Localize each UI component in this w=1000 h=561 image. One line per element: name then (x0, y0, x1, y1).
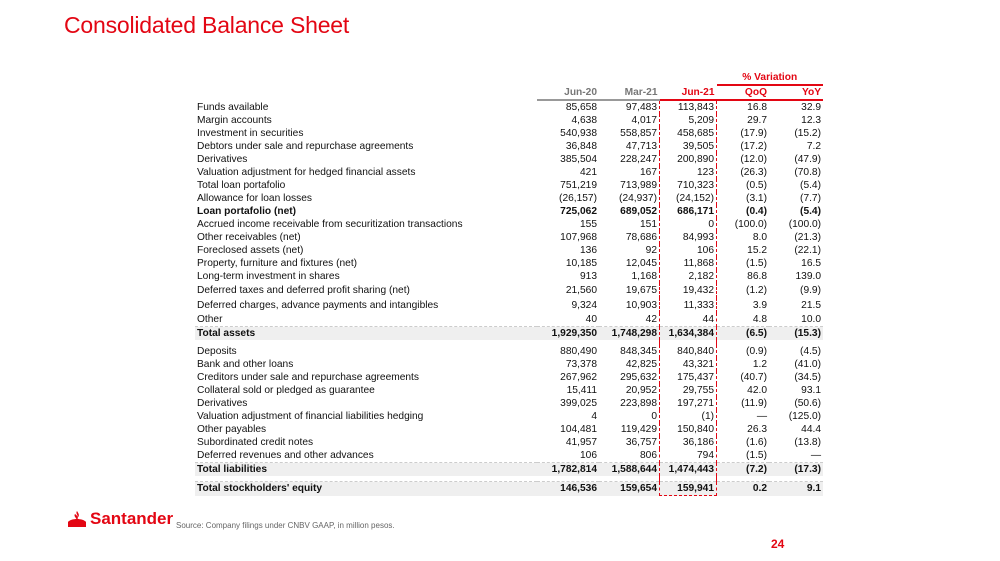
page-title: Consolidated Balance Sheet (64, 12, 350, 38)
cell-mar21: 42,825 (625, 359, 657, 370)
cell-jun20: 41,957 (565, 437, 597, 448)
cell-yoy: 93.1 (801, 385, 821, 396)
cell-yoy: (100.0) (788, 219, 821, 230)
cell-yoy: (50.6) (794, 398, 821, 409)
cell-jun21: 84,993 (660, 231, 717, 244)
cell-qoq: (7.2) (717, 463, 770, 477)
table-row (195, 127, 823, 140)
row-label: Other payables (197, 424, 267, 435)
cell-yoy: (7.7) (800, 193, 821, 204)
cell-jun20: 9,324 (571, 300, 597, 311)
cell-mar21: 0 (651, 411, 657, 422)
cell-mar21: 159,654 (599, 482, 660, 496)
row-label: Subordinated credit notes (197, 437, 314, 448)
cell-mar21: 806 (640, 450, 657, 461)
table-row (195, 140, 823, 153)
cell-qoq: (1.5) (746, 450, 767, 461)
cell-qoq: (100.0) (734, 219, 767, 230)
cell-jun21: 794 (660, 449, 717, 463)
cell-jun20: 136 (580, 245, 597, 256)
row-label: Creditors under sale and repurchase agreements (197, 372, 419, 383)
cell-jun21: 840,840 (660, 345, 717, 358)
cell-jun20: 73,378 (565, 359, 597, 370)
cell-yoy: (15.3) (769, 327, 823, 341)
row-label: Derivatives (197, 398, 248, 409)
cell-mar21: 848,345 (620, 346, 657, 357)
row-label: Other (197, 314, 223, 325)
cell-yoy: — (810, 450, 821, 461)
col-header-jun20: Jun-20 (537, 85, 599, 100)
cell-qoq: (0.4) (746, 206, 767, 217)
row-label: Total liabilities (195, 463, 537, 477)
cell-jun20: 421 (580, 167, 597, 178)
cell-yoy: (5.4) (800, 206, 821, 217)
cell-mar21: 42 (645, 314, 657, 325)
cell-jun20: 146,536 (537, 482, 599, 496)
table-row (195, 449, 823, 463)
cell-jun21: 710,323 (660, 179, 717, 192)
cell-jun21: 113,843 (660, 100, 717, 114)
cell-qoq: (26.3) (740, 167, 767, 178)
table-row (195, 218, 823, 231)
cell-jun20: 913 (580, 271, 597, 282)
cell-qoq: (6.5) (717, 327, 770, 341)
table-row (195, 298, 823, 313)
liabilities-section (195, 345, 823, 496)
cell-jun20: 15,411 (566, 385, 597, 396)
cell-yoy: 16.5 (801, 258, 821, 269)
cell-mar21: 1,748,298 (599, 327, 660, 341)
row-label: Collateral sold or pledged as guarantee (197, 385, 375, 396)
cell-yoy: 139.0 (795, 271, 821, 282)
cell-jun20: (26,157) (559, 193, 597, 204)
cell-mar21: 92 (645, 245, 657, 256)
cell-jun21: 43,321 (660, 358, 717, 371)
table-row (195, 231, 823, 244)
cell-qoq: (0.9) (746, 346, 767, 357)
row-label: Investment in securities (197, 128, 304, 139)
cell-yoy: (13.8) (794, 437, 821, 448)
cell-yoy: 44.4 (801, 424, 821, 435)
cell-jun20: 1,782,814 (537, 463, 599, 477)
cell-jun21: 150,840 (660, 423, 717, 436)
row-label: Allowance for loan losses (197, 193, 312, 204)
row-label: Deferred revenues and other advances (197, 450, 374, 461)
table-row (195, 100, 823, 114)
cell-yoy: (34.5) (794, 372, 821, 383)
cell-qoq: (40.7) (740, 372, 767, 383)
cell-mar21: 228,247 (620, 154, 657, 165)
cell-mar21: 167 (640, 167, 657, 178)
cell-mar21: 295,632 (620, 372, 657, 383)
table-row (195, 410, 823, 423)
cell-jun21: 200,890 (660, 153, 717, 166)
row-label: Total stockholders' equity (195, 482, 537, 496)
table-row (195, 179, 823, 192)
cell-jun20: 4,638 (571, 115, 597, 126)
cell-jun21: 36,186 (660, 436, 717, 449)
cell-qoq: — (756, 411, 767, 422)
cell-mar21: 78,686 (625, 232, 657, 243)
cell-mar21: 19,675 (625, 285, 657, 296)
cell-qoq: 29.7 (747, 115, 767, 126)
row-label: Long-term investment in shares (197, 271, 340, 282)
cell-jun21: 197,271 (660, 397, 717, 410)
cell-jun21: 39,505 (660, 140, 717, 153)
cell-jun20: 107,968 (560, 232, 597, 243)
cell-jun20: 104,481 (560, 424, 597, 435)
cell-mar21: 1,168 (631, 271, 657, 282)
cell-yoy: (15.2) (794, 128, 821, 139)
cell-yoy: (17.3) (769, 463, 823, 477)
cell-qoq: 86.8 (747, 271, 767, 282)
cell-qoq: 4.8 (752, 314, 767, 325)
row-label: Deferred charges, advance payments and intangibles (197, 300, 439, 311)
row-label: Bank and other loans (197, 359, 294, 370)
cell-jun21: 458,685 (660, 127, 717, 140)
cell-jun20: 540,938 (560, 128, 597, 139)
cell-mar21: 689,052 (620, 206, 657, 217)
cell-jun20: 725,062 (560, 206, 597, 217)
source-note: Source: Company filings under CNBV GAAP, in million pesos. (176, 521, 395, 530)
cell-mar21: 558,857 (620, 128, 657, 139)
row-label: Valuation adjustment of financial liabilities hedging (197, 411, 424, 422)
cell-jun20: 751,219 (560, 180, 597, 191)
table-row (195, 114, 823, 127)
cell-qoq: 16.8 (747, 102, 767, 113)
cell-qoq: (12.0) (740, 154, 767, 165)
row-label: Debtors under sale and repurchase agreements (197, 141, 414, 152)
cell-jun21: 1,634,384 (660, 327, 717, 341)
col-header-mar21: Mar-21 (599, 85, 660, 100)
santander-logo (68, 509, 173, 529)
cell-qoq: 1.2 (752, 359, 767, 370)
row-label: Total assets (195, 327, 537, 341)
table-row (195, 436, 823, 449)
table-row (195, 327, 823, 341)
cell-qoq: (1.2) (746, 285, 767, 296)
cell-jun20: 155 (580, 219, 597, 230)
cell-jun20: 399,025 (560, 398, 597, 409)
table-row (195, 463, 823, 477)
table-row (195, 371, 823, 384)
cell-mar21: 12,045 (625, 258, 657, 269)
cell-qoq: 15.2 (747, 245, 767, 256)
cell-qoq: 8.0 (752, 232, 767, 243)
cell-qoq: 26.3 (747, 424, 767, 435)
table-row (195, 345, 823, 358)
row-label: Deposits (197, 346, 237, 357)
cell-jun21: 106 (660, 244, 717, 257)
cell-yoy: (21.3) (794, 232, 821, 243)
cell-mar21: (24,937) (619, 193, 657, 204)
cell-qoq: 0.2 (717, 482, 770, 496)
row-label: Margin accounts (197, 115, 272, 126)
cell-yoy: (125.0) (788, 411, 821, 422)
cell-mar21: 713,989 (620, 180, 657, 191)
cell-jun21: (24,152) (660, 192, 717, 205)
cell-yoy: 21.5 (801, 300, 821, 311)
cell-mar21: 97,483 (625, 102, 657, 113)
cell-yoy: 7.2 (806, 141, 821, 152)
cell-jun20: 385,504 (560, 154, 597, 165)
cell-yoy: (4.5) (800, 346, 821, 357)
table-row (195, 358, 823, 371)
table-row (195, 283, 823, 298)
cell-yoy: (5.4) (800, 180, 821, 191)
cell-jun20: 1,929,350 (537, 327, 599, 341)
cell-jun20: 4 (591, 411, 597, 422)
row-label: Derivatives (197, 154, 248, 165)
table-row (195, 205, 823, 218)
cell-jun20: 21,560 (565, 285, 597, 296)
col-header-yoy: YoY (769, 85, 823, 100)
cell-jun21: 686,171 (660, 205, 717, 218)
cell-mar21: 36,757 (625, 437, 657, 448)
table-row (195, 257, 823, 270)
cell-qoq: (1.6) (746, 437, 767, 448)
cell-qoq: (0.5) (746, 180, 767, 191)
cell-mar21: 151 (640, 219, 657, 230)
table-row (195, 244, 823, 257)
cell-jun20: 85,658 (565, 102, 597, 113)
variation-header: % Variation (717, 71, 824, 85)
table-row (195, 166, 823, 179)
cell-mar21: 1,588,644 (599, 463, 660, 477)
cell-jun21: 175,437 (660, 371, 717, 384)
table-row (195, 192, 823, 205)
col-header-qoq: QoQ (717, 85, 770, 100)
cell-jun20: 106 (580, 450, 597, 461)
row-label: Foreclosed assets (net) (197, 245, 304, 256)
cell-jun21: 1,474,443 (660, 463, 717, 477)
cell-mar21: 4,017 (631, 115, 657, 126)
table-row (195, 153, 823, 166)
cell-jun20: 267,962 (560, 372, 597, 383)
table-row (195, 384, 823, 397)
row-label: Funds available (197, 101, 269, 113)
cell-mar21: 10,903 (625, 300, 657, 311)
cell-qoq: (17.2) (740, 141, 767, 152)
cell-jun21: 0 (660, 218, 717, 231)
cell-mar21: 47,713 (625, 141, 657, 152)
cell-qoq: (17.9) (740, 128, 767, 139)
cell-jun21: 2,182 (660, 270, 717, 283)
cell-mar21: 119,429 (620, 424, 657, 435)
cell-jun21: 5,209 (660, 114, 717, 127)
row-label: Property, furniture and fixtures (net) (197, 258, 358, 269)
cell-yoy: 9.1 (769, 482, 823, 496)
cell-qoq: 42.0 (747, 385, 767, 396)
cell-yoy: (41.0) (794, 359, 821, 370)
cell-qoq: (3.1) (746, 193, 767, 204)
cell-jun20: 40 (585, 314, 597, 325)
cell-jun20: 10,185 (565, 258, 597, 269)
cell-mar21: 20,952 (625, 385, 657, 396)
page-number: 24 (771, 537, 785, 551)
row-label: Valuation adjustment for hedged financial assets (197, 167, 416, 178)
cell-jun21: (1) (660, 410, 717, 423)
cell-qoq: 3.9 (752, 300, 767, 311)
cell-yoy: 10.0 (801, 314, 821, 325)
table-row (195, 270, 823, 283)
cell-jun21: 123 (660, 166, 717, 179)
cell-jun21: 44 (660, 313, 717, 327)
cell-yoy: (22.1) (794, 245, 821, 256)
table-row (195, 482, 823, 496)
table-row (195, 423, 823, 436)
cell-yoy: 32.9 (801, 102, 821, 113)
cell-jun20: 880,490 (560, 346, 597, 357)
cell-jun21: 11,333 (660, 298, 717, 313)
cell-jun20: 36,848 (565, 141, 597, 152)
cell-yoy: (9.9) (800, 285, 821, 296)
cell-yoy: (47.9) (794, 154, 821, 165)
row-label: Deferred taxes and deferred profit sharing (net) (197, 285, 410, 296)
cell-qoq: (11.9) (741, 398, 767, 409)
cell-qoq: (1.5) (746, 258, 767, 269)
row-label: Total loan portafolio (197, 180, 286, 191)
col-header-jun21: Jun-21 (660, 85, 717, 100)
cell-jun21: 19,432 (660, 283, 717, 298)
balance-sheet-table (195, 71, 823, 496)
cell-jun21: 29,755 (660, 384, 717, 397)
row-label: Other receivables (net) (197, 232, 301, 243)
cell-mar21: 223,898 (620, 398, 657, 409)
cell-jun21: 159,941 (660, 482, 717, 496)
table-row (195, 313, 823, 327)
cell-jun21: 11,868 (660, 257, 717, 270)
flame-icon (68, 511, 86, 527)
assets-section (195, 100, 823, 345)
brand-name: Santander (90, 509, 174, 528)
table-row (195, 397, 823, 410)
row-label: Loan portafolio (net) (197, 206, 297, 217)
cell-yoy: (70.8) (794, 167, 821, 178)
cell-yoy: 12.3 (801, 115, 821, 126)
row-label: Accrued income receivable from securitization transactions (197, 219, 463, 230)
